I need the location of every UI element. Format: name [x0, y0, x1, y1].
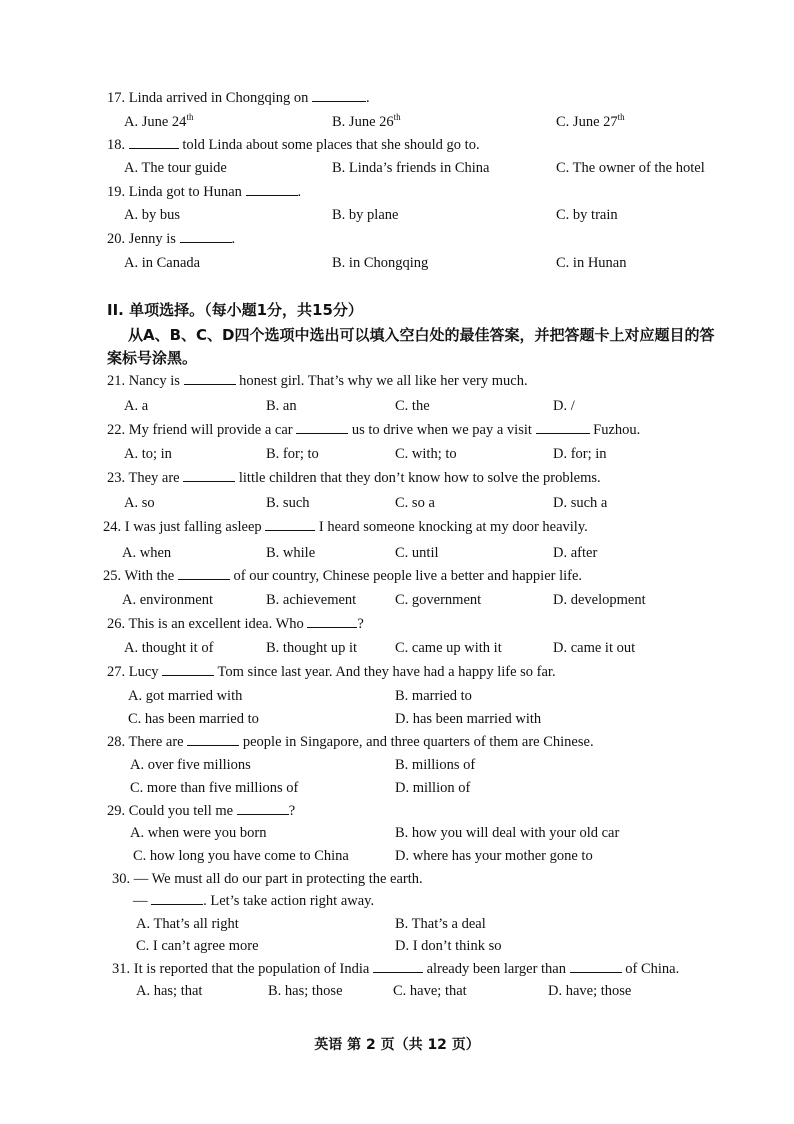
question-text: . — [365, 90, 370, 106]
question-text: 25. With the — [103, 568, 175, 584]
answer-blank — [373, 959, 423, 973]
answer-blank — [307, 614, 357, 628]
answer-blank — [312, 88, 366, 102]
option-b: B. an — [266, 398, 297, 414]
answer-blank — [237, 801, 289, 815]
option-b: B. how you will deal with your old car — [395, 825, 620, 841]
option-c: C. in Hunan — [556, 255, 627, 271]
question-text: 21. Nancy is — [107, 373, 180, 389]
option-b: B. millions of — [395, 757, 476, 773]
answer-blank — [536, 420, 590, 434]
option-a: A. a — [124, 398, 149, 414]
option-b: B. has; those — [268, 983, 343, 999]
option-c: C. more than five millions of — [130, 780, 299, 796]
question-20 — [107, 229, 235, 249]
question-18 — [107, 135, 480, 155]
question-text: 26. This is an excellent idea. Who — [107, 616, 304, 632]
option-b: B. such — [266, 495, 310, 511]
answer-blank — [151, 891, 203, 905]
question-17 — [107, 88, 370, 108]
option-a: A. has; that — [136, 983, 203, 999]
answer-blank — [246, 182, 298, 196]
question-text: 27. Lucy — [107, 664, 159, 680]
question-text: ? — [288, 803, 296, 819]
option-d: D. for; in — [553, 446, 607, 462]
option-b: B. Linda’s friends in China — [332, 160, 490, 176]
option-c: C. the — [395, 398, 430, 414]
question-text: 23. They are — [107, 470, 180, 486]
option-d: D. have; those — [548, 983, 632, 999]
option-b: B. while — [266, 545, 316, 561]
option-c: C. June 27th — [556, 112, 625, 130]
answer-blank — [162, 662, 214, 676]
question-text: ? — [357, 616, 364, 632]
question-text: Fuzhou. — [593, 422, 641, 438]
option-b: B. June 26th — [332, 112, 401, 130]
question-27 — [107, 662, 556, 682]
option-c: C. with; to — [395, 446, 457, 462]
question-24 — [103, 517, 588, 537]
answer-blank — [187, 732, 239, 746]
question-19 — [107, 182, 301, 202]
question-text: of China. — [625, 961, 680, 977]
option-a: A. The tour guide — [124, 160, 227, 176]
option-d: D. after — [553, 545, 598, 561]
option-a: A. thought it of — [124, 640, 214, 656]
question-text: . — [231, 231, 236, 247]
option-b: B. married to — [395, 688, 472, 704]
option-c: C. I can’t agree more — [136, 938, 259, 954]
answer-blank — [129, 135, 179, 149]
answer-blank — [570, 959, 622, 973]
question-text: . Let’s take action right away. — [203, 893, 375, 909]
question-23 — [107, 468, 601, 488]
question-number: 18. — [107, 137, 126, 153]
question-text: . — [297, 184, 302, 200]
section-title: II. 单项选择。（每小题1分，共15分） — [107, 301, 363, 319]
answer-blank — [184, 371, 236, 385]
question-30: 30. — We must all do our part in protecting the earth. — [112, 871, 423, 887]
option-c: C. until — [395, 545, 439, 561]
option-a: A. in Canada — [124, 255, 201, 271]
option-c: C. government — [395, 592, 482, 608]
option-d: D. such a — [553, 495, 608, 511]
question-31 — [112, 959, 679, 979]
section-instructions: 从A、B、C、D四个选项中选出可以填入空白处的最佳答案，并把答题卡上对应题目的答 — [128, 326, 715, 344]
answer-blank — [180, 229, 232, 243]
option-a: A. by bus — [124, 207, 180, 223]
option-b: B. by plane — [332, 207, 399, 223]
page-footer: 英语 第 2 页（共 12 页） — [314, 1037, 480, 1053]
option-c: C. so a — [395, 495, 435, 511]
option-a: A. June 24th — [124, 112, 194, 130]
question-25 — [103, 566, 582, 586]
question-text: already been larger than — [426, 961, 566, 977]
question-21 — [107, 371, 528, 391]
option-c: C. how long you have come to China — [133, 848, 349, 864]
option-d: D. where has your mother gone to — [395, 848, 593, 864]
question-text: 22. My friend will provide a car — [107, 422, 293, 438]
section-instructions-cont: 案标号涂黑。 — [107, 349, 198, 367]
option-d: D. development — [553, 592, 646, 608]
question-29 — [107, 801, 295, 821]
option-a: A. when — [122, 545, 172, 561]
question-text: 19. Linda got to Hunan — [107, 184, 242, 200]
option-d: D. came it out — [553, 640, 636, 656]
question-text: 20. Jenny is — [107, 231, 176, 247]
question-text: little children that they don’t know how to solve the problems. — [238, 470, 601, 486]
answer-blank — [183, 468, 235, 482]
question-text: us to drive when we pay a visit — [351, 422, 532, 438]
option-c: C. by train — [556, 207, 618, 223]
option-a: A. so — [124, 495, 155, 511]
question-28 — [107, 732, 594, 752]
option-a: A. environment — [122, 592, 214, 608]
question-text: 31. It is reported that the population of India — [112, 961, 370, 977]
option-a: A. when were you born — [130, 825, 267, 841]
option-a: A. to; in — [124, 446, 172, 462]
option-b: B. thought up it — [266, 640, 358, 656]
question-text: 17. Linda arrived in Chongqing on — [107, 90, 309, 106]
question-text: Tom since last year. And they have had a happy life so far. — [217, 664, 556, 680]
option-d: D. / — [553, 398, 575, 414]
question-30-reply — [133, 891, 374, 911]
option-b: B. in Chongqing — [332, 255, 429, 271]
question-text: 24. I was just falling asleep — [103, 519, 262, 535]
question-text: I heard someone knocking at my door heavily. — [318, 519, 588, 535]
question-text: — — [133, 893, 148, 909]
option-b: B. That’s a deal — [395, 916, 486, 932]
answer-blank — [265, 517, 315, 531]
option-a: A. That’s all right — [136, 916, 239, 932]
option-c: C. came up with it — [395, 640, 502, 656]
question-text: of our country, Chinese people live a better and happier life. — [233, 568, 583, 584]
question-text: 29. Could you tell me — [107, 803, 234, 819]
option-c: C. has been married to — [128, 711, 259, 727]
option-c: C. have; that — [393, 983, 467, 999]
option-d: D. has been married with — [395, 711, 542, 727]
option-b: B. achievement — [266, 592, 357, 608]
question-text: people in Singapore, and three quarters of them are Chinese. — [242, 734, 594, 750]
option-c: C. The owner of the hotel — [556, 160, 705, 176]
answer-blank — [178, 566, 230, 580]
question-22 — [107, 420, 640, 440]
option-a: A. over five millions — [130, 757, 251, 773]
question-26 — [107, 614, 364, 634]
question-text: told Linda about some places that she should go to. — [182, 137, 480, 153]
question-text: 28. There are — [107, 734, 184, 750]
option-a: A. got married with — [128, 688, 243, 704]
option-d: D. million of — [395, 780, 471, 796]
option-d: D. I don’t think so — [395, 938, 502, 954]
option-b: B. for; to — [266, 446, 319, 462]
answer-blank — [296, 420, 348, 434]
question-text: honest girl. That’s why we all like her very much. — [239, 373, 528, 389]
